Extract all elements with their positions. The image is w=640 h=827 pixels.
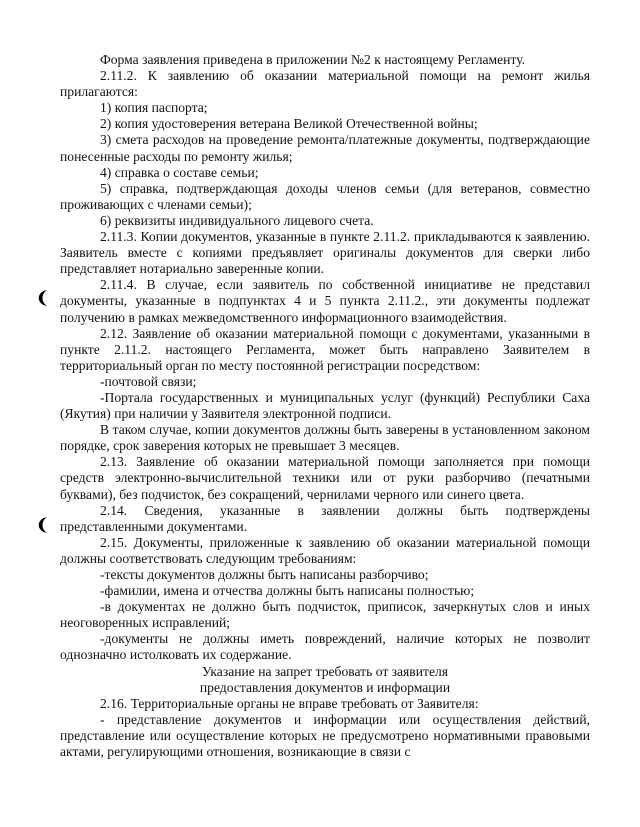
list-item: -фамилии, имена и отчества должны быть написаны полностью; [100,583,475,599]
paragraph: 2.16. Территориальные органы не вправе требовать от Заявителя: [100,695,479,711]
paragraph: 2.14. Сведения, указанные в заявлении должны быть подтверждены представленными документами. [60,502,590,534]
section-heading [60,664,590,696]
list-item: -Портала государственных и муниципальных услуг (функций) Республики Саха (Якутия) при наличии у Заявителя электронной подписи. [60,389,590,422]
list-item: -тексты документов должны быть написаны разборчиво; [100,567,429,582]
margin-bracket-mark-2 [32,515,52,535]
list-item: 6) реквизиты индивидуального лицевого счета. [100,212,374,228]
section-heading-line: Указание на запрет требовать от заявителя [201,663,449,679]
list-item: -документы не должны иметь повреждений, наличие которых не позволит однозначно истолковать их содержание. [60,631,590,663]
list-item: -почтовой связи; [100,373,197,389]
list-item: 4) справка о составе семьи; [100,164,259,180]
paragraph: 2.11.3. Копии документов, указанные в пункте 2.11.2. прикладываются к заявлению. Заявитель вместе с копиями предъявляет оригиналы документов для сверки либо представляет нотариально заверенные копии. [60,229,590,277]
list-item: 5) справка, подтверждающая доходы членов семьи (для ветеранов, совместно проживающих с членами семьи); [60,180,590,212]
paragraph: 2.15. Документы, приложенные к заявлению об оказании материальной помощи должны соответствовать следующим требованиям: [60,534,590,566]
paragraph: 2.11.2. К заявлению об оказании материальной помощи на ремонт жилья прилагаются: [60,68,590,100]
paragraph: 2.13. Заявление об оказании материальной помощи заполняется при помощи средств электронно-вычислительной техники или от руки разборчиво (печатными буквами), без подчисток, без сокращений, чернилами черного или синего цвета. [60,454,590,502]
document-body [60,52,590,760]
paragraph: 2.11.4. В случае, если заявитель по собственной инициативе не представил документы, указанные в подпунктах 4 и 5 пункта 2.11.2., эти документы подлежат получению в рамках межведомственного информационного взаимодействия. [60,277,590,325]
paragraph: - представление документов и информации или осуществления действий, представление или осуществление которых не предусмотрено нормативными правовыми актами, регулирующими отношения, возникающие в связи с [60,711,590,760]
paragraph: В таком случае, копии документов должны быть заверены в установленном законом порядке, срок заверения которых не превышает 3 месяцев. [60,422,590,454]
list-item: 3) смета расходов на проведение ремонта/платежные документы, подтверждающие понесенные расходы по ремонту жилья; [60,132,590,164]
list-item: -в документах не должно быть подчисток, приписок, зачеркнутых слов и иных неоговоренных исправлений; [60,599,590,631]
section-heading-line: предоставления документов и информации [199,679,451,695]
paragraph: Форма заявления приведена в приложении №2 к настоящему Регламенту. [100,52,526,67]
paragraph: 2.12. Заявление об оказании материальной помощи с документами, указанными в пункте 2.11.2. настоящего Регламента, может быть направлено Заявителем в территориальный орган по месту постоянной регистрации посредством: [60,325,590,373]
list-item: 2) копия удостоверения ветерана Великой Отечественной войны; [100,116,478,132]
list-item: 1) копия паспорта; [100,100,208,116]
margin-bracket-mark-1 [32,288,52,308]
